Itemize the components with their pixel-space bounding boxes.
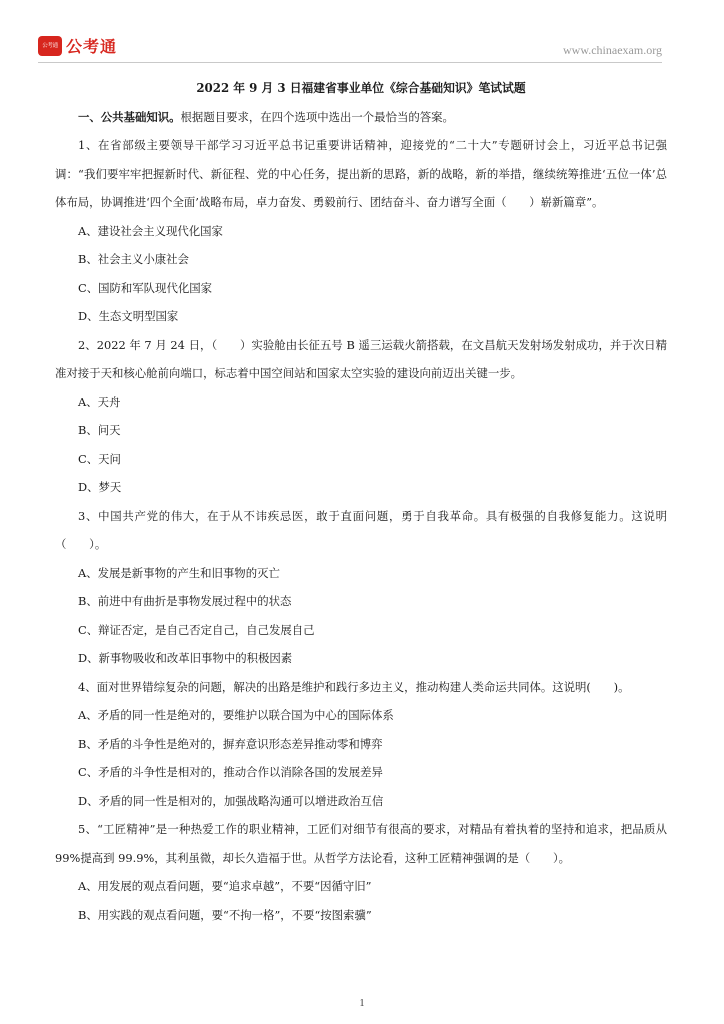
header-divider bbox=[38, 62, 662, 63]
option-5a: A、用发展的观点看问题，要“追求卓越”，不要“因循守旧” bbox=[78, 879, 372, 893]
option-3b: B、前进中有曲折是事物发展过程中的状态 bbox=[78, 594, 292, 608]
section-instruction: 根据题目要求，在四个选项中选出一个最恰当的答案。 bbox=[180, 109, 454, 124]
option-1a: A、建设社会主义现代化国家 bbox=[78, 223, 223, 238]
option-5b: B、用实践的观点看问题，要“不拘一格”，不要“按图索骥” bbox=[78, 907, 372, 922]
option-1b: B、社会主义小康社会 bbox=[78, 252, 189, 266]
option-2d: D、梦天 bbox=[78, 480, 122, 494]
option-3c: C、辩证否定，是自己否定自己，自己发展自己 bbox=[78, 622, 315, 637]
option-3d: D、新事物吸收和改革旧事物中的积极因素 bbox=[78, 651, 293, 665]
option-4c: C、矛盾的斗争性是相对的，推动合作以消除各国的发展差异 bbox=[78, 765, 383, 779]
question-1: 1、在省部级主要领导干部学习习近平总书记重要讲话精神，迎接党的“二十大”专题研讨会上，习近平总书记强调：“我们要牢牢把握新时代、新征程、党的中心任务，提出新的思路，新的战略，新的举措，继续统筹推进‘五位一体’总体布局，协调推进‘四个全面’战略布局，卓力奋发、勇毅前行、团结奋斗、奋力谱写全面（ ）崭新篇章”。 bbox=[55, 138, 667, 209]
logo-text: 公考通 bbox=[66, 37, 118, 56]
logo-badge-icon: 公考通 bbox=[38, 36, 62, 56]
section-heading bbox=[55, 103, 667, 132]
option-4a: A、矛盾的同一性是绝对的，要维护以联合国为中心的国际体系 bbox=[78, 708, 394, 722]
option-1d: D、生态文明型国家 bbox=[78, 309, 179, 323]
document-body bbox=[55, 74, 667, 929]
option-3a: A、发展是新事物的产生和旧事物的灭亡 bbox=[78, 565, 280, 580]
page-number: 1 bbox=[359, 998, 365, 1009]
question-3: 3、中国共产党的伟大，在于从不讳疾忌医，敢于直面问题，勇于自我革命。具有极强的自我修复能力。这说明（ ）。 bbox=[55, 508, 667, 551]
option-2a: A、天舟 bbox=[78, 394, 121, 409]
document-title: 2022 年 9 月 3 日福建省事业单位《综合基础知识》笔试试题 bbox=[196, 81, 526, 95]
brand-logo[interactable] bbox=[38, 34, 117, 57]
option-2b: B、问天 bbox=[78, 423, 121, 437]
question-2: 2、2022 年 7 月 24 日，（ ）实验舱由长征五号 B 遥三运载火箭搭载，在文昌航天发射场发射成功，并于次日精准对接于天和核心舱前向端口，标志着中国空间站和国家太空实验的建设向前迈出关键一步。 bbox=[55, 337, 667, 380]
option-4b: B、矛盾的斗争性是绝对的，摒弃意识形态差异推动零和博弈 bbox=[78, 736, 383, 751]
question-5: 5、“工匠精神”是一种热爱工作的职业精神，工匠们对细节有很高的要求，对精品有着执着的坚持和追求，把品质从 99%提高到 99.9%，其利虽微，却长久造福于世。从哲学方法论看，这种工匠精神强调的是（ ）。 bbox=[55, 822, 667, 865]
section-label: 一、公共基础知识。 bbox=[78, 109, 181, 124]
option-1c: C、国防和军队现代化国家 bbox=[78, 280, 213, 295]
option-2c: C、天问 bbox=[78, 451, 121, 466]
page-header bbox=[38, 34, 662, 60]
site-url-link[interactable]: www.chinaexam.org bbox=[563, 43, 662, 57]
option-4d: D、矛盾的同一性是相对的，加强战略沟通可以增进政治互信 bbox=[78, 793, 384, 808]
question-4: 4、面对世界错综复杂的问题，解决的出路是维护和践行多边主义，推动构建人类命运共同体。这说明( )。 bbox=[78, 679, 630, 694]
